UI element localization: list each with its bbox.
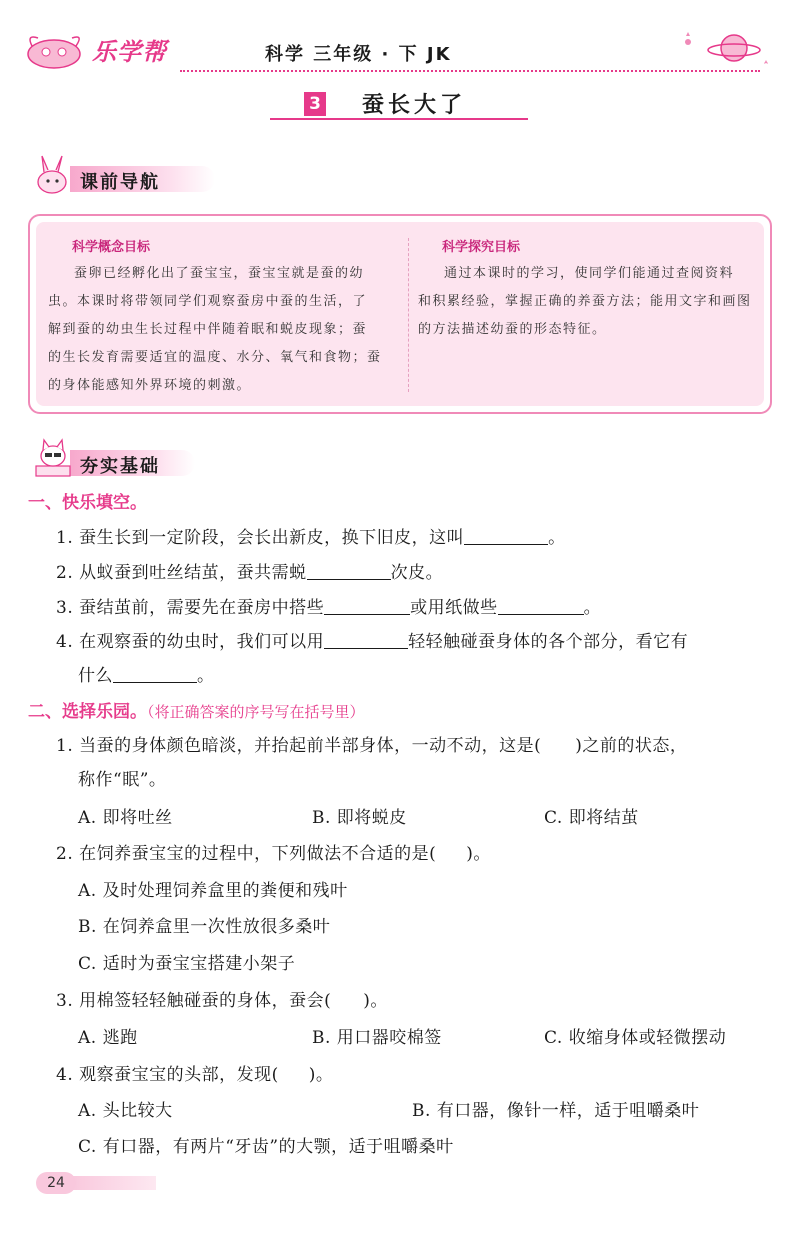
choice-question-1: 1. 当蚕的身体颜色暗淡，并抬起前半部身体，一动不动，这是( )之前的状态， xyxy=(56,736,688,756)
answer-blank[interactable] xyxy=(464,526,548,545)
option: B. 即将蜕皮 xyxy=(312,808,407,828)
option: A. 头比较大 xyxy=(78,1101,173,1121)
banner-title: 课前导航 xyxy=(80,172,160,193)
answer-blank[interactable] xyxy=(113,664,197,683)
concept-goal-text xyxy=(48,260,400,400)
text-line: 虫。本课时将带领同学们观察蚕房中蚕的生活，了 xyxy=(48,294,368,309)
banner-title: 夯实基础 xyxy=(80,456,160,477)
section-title-choice: 二、选择乐园。（将正确答案的序号写在括号里） xyxy=(28,702,365,722)
planet-icon xyxy=(680,28,770,72)
text-line: 蚕卵已经孵化出了蚕宝宝，蚕宝宝就是蚕的幼 xyxy=(74,266,365,281)
lesson-title: 蚕长大了 xyxy=(362,93,467,118)
lesson-heading xyxy=(270,88,528,120)
fill-question-1: 1. 蚕生长到一定阶段，会长出新皮，换下旧皮，这叫 。 xyxy=(56,528,566,548)
option: C. 有口器，有两片“牙齿”的大颚，适于咀嚼桑叶 xyxy=(78,1137,454,1157)
inquiry-goal-text xyxy=(418,260,766,344)
text-line: 的方法描述幼蚕的形态特征。 xyxy=(418,322,607,337)
answer-blank[interactable] xyxy=(324,596,410,615)
logo-text: 乐学帮 xyxy=(92,38,167,66)
concept-goal-heading: 科学概念目标 xyxy=(72,240,151,255)
cat-mascot-icon xyxy=(30,436,76,480)
section-banner-preview xyxy=(30,162,215,196)
choice-question-2: 2. 在饲养蚕宝宝的过程中，下列做法不合适的是( )。 xyxy=(56,844,491,864)
brand-logo xyxy=(22,28,182,72)
section-banner-basics xyxy=(30,446,195,480)
text-line: 解到蚕的幼虫生长过程中伴随着眠和蜕皮现象；蚕 xyxy=(48,322,368,337)
option: B. 用口器咬棉签 xyxy=(312,1028,442,1048)
lesson-number: 3 xyxy=(304,92,326,116)
choice-question-3: 3. 用棉签轻轻触碰蚕的身体，蚕会( )。 xyxy=(56,991,388,1011)
planet-decoration xyxy=(680,28,770,72)
option: B. 有口器，像针一样，适于咀嚼桑叶 xyxy=(412,1101,700,1121)
text-line: 通过本课时的学习，使同学们能通过查阅资料 xyxy=(444,266,735,281)
page-footer-bar xyxy=(70,1176,156,1190)
header-divider xyxy=(180,70,760,72)
answer-blank[interactable] xyxy=(324,630,408,649)
fill-question-3: 3. 蚕结茧前，需要先在蚕房中搭些 或用纸做些 。 xyxy=(56,598,602,618)
option: A. 即将吐丝 xyxy=(78,808,173,828)
fill-question-2: 2. 从蚁蚕到吐丝结茧，蚕共需蜕 次皮。 xyxy=(56,563,444,583)
page-number: 24 xyxy=(36,1172,76,1194)
option: C. 收缩身体或轻微摆动 xyxy=(544,1028,727,1048)
option: B. 在饲养盒里一次性放很多桑叶 xyxy=(78,917,331,937)
answer-blank[interactable] xyxy=(498,596,584,615)
fill-question-4: 4. 在观察蚕的幼虫时，我们可以用 轻轻触碰蚕身体的各个部分，看它有 xyxy=(56,632,689,652)
section-title-fill: 一、快乐填空。 xyxy=(28,493,147,513)
learning-goals-box xyxy=(28,214,772,414)
rabbit-mascot-icon xyxy=(30,152,76,196)
choice-question-4: 4. 观察蚕宝宝的头部，发现( )。 xyxy=(56,1065,334,1085)
answer-blank[interactable] xyxy=(307,561,391,580)
fill-question-4-cont: 什么 。 xyxy=(78,666,215,686)
text-line: 的身体能感知外界环境的刺激。 xyxy=(48,378,252,393)
option: A. 及时处理饲养盒里的粪便和残叶 xyxy=(78,881,348,901)
inquiry-goal-heading: 科学探究目标 xyxy=(442,240,521,255)
goals-divider xyxy=(408,238,409,392)
option: C. 适时为蚕宝宝搭建小架子 xyxy=(78,954,296,974)
text-line: 的生长发育需要适宜的温度、水分、氧气和食物；蚕 xyxy=(48,350,382,365)
text-line: 和积累经验，掌握正确的养蚕方法；能用文字和画图 xyxy=(418,294,752,309)
mascot-icon xyxy=(22,28,92,72)
choice-question-1-cont: 称作“眠”。 xyxy=(78,770,167,790)
subject-grade-label: 科学 三年级 · 下 JK xyxy=(265,44,452,65)
option: A. 逃跑 xyxy=(78,1028,138,1048)
option: C. 即将结茧 xyxy=(544,808,639,828)
section-note: （将正确答案的序号写在括号里） xyxy=(147,703,365,721)
